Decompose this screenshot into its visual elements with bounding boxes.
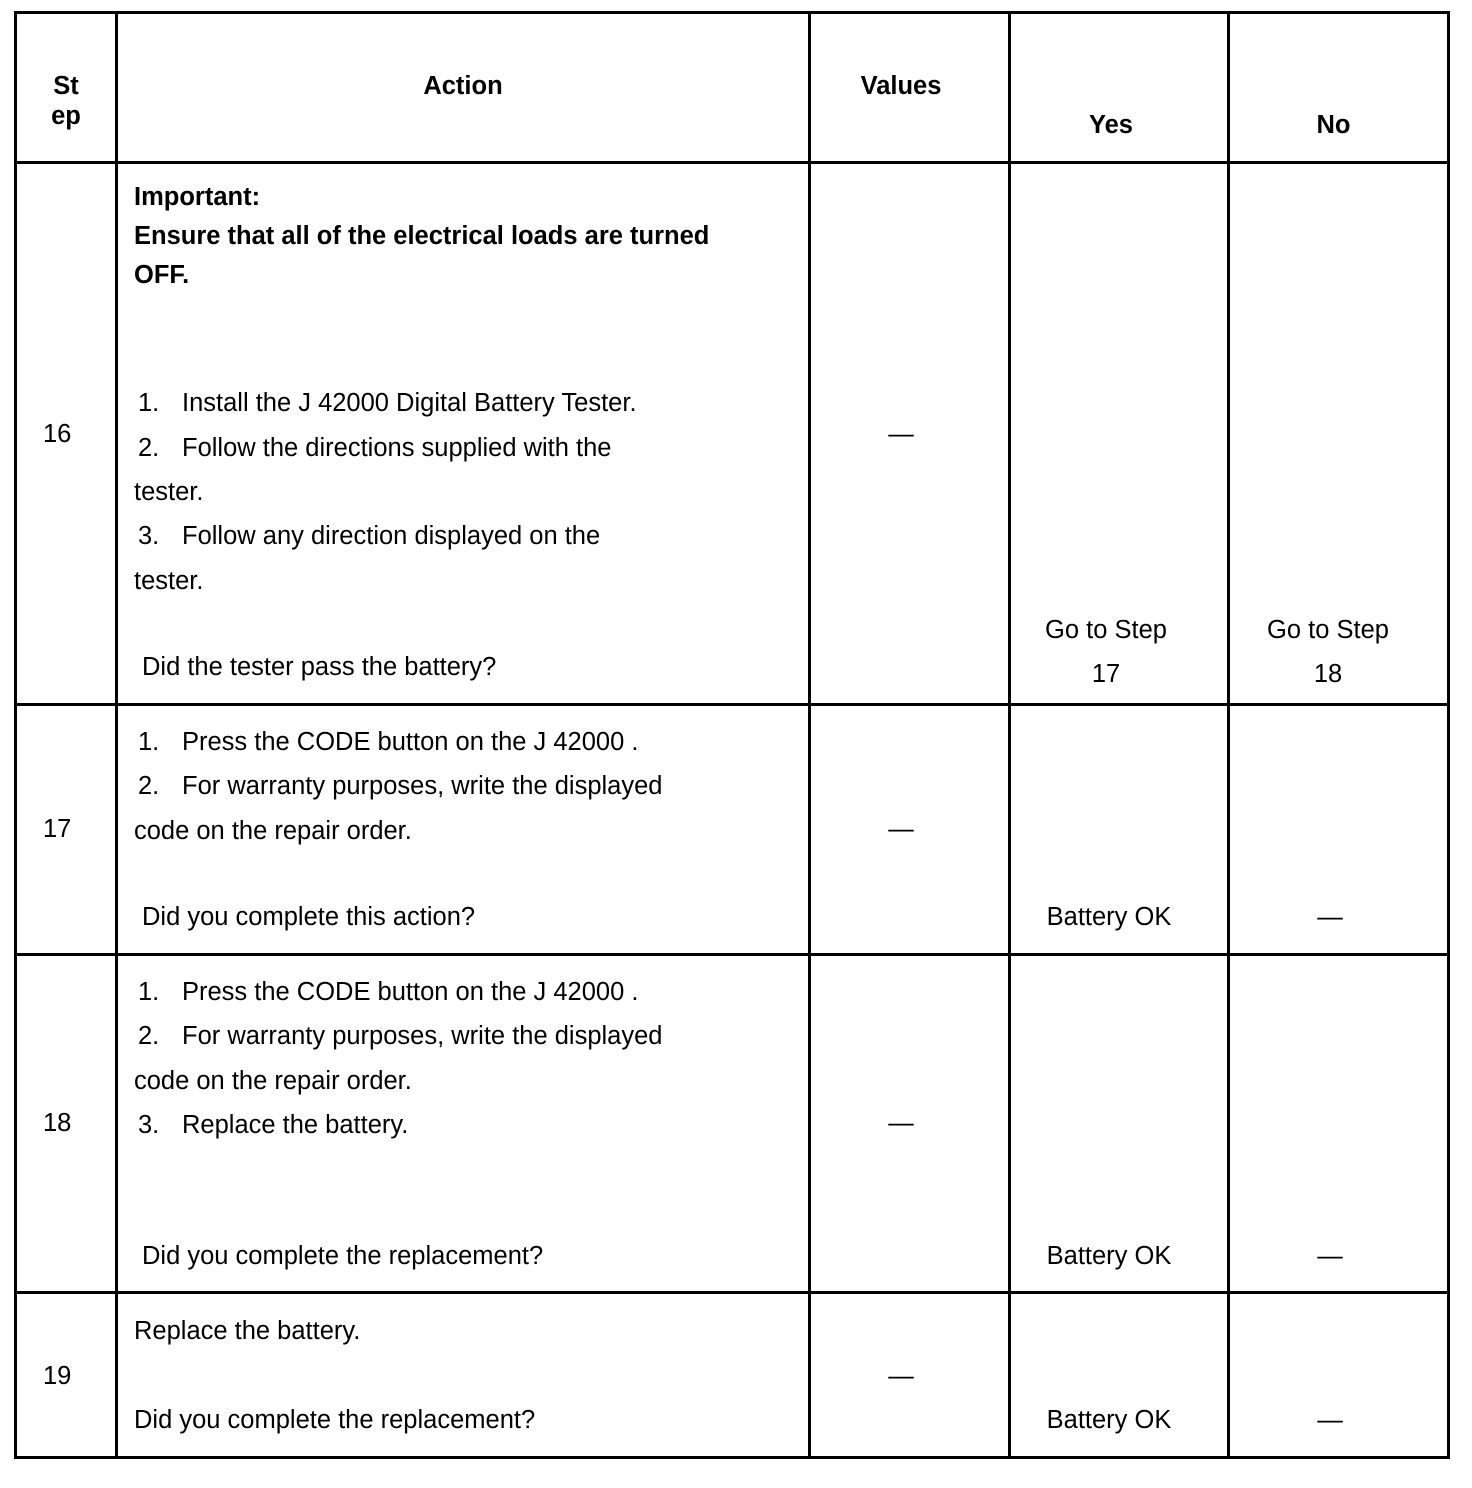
header-divider <box>14 161 1450 164</box>
question-text: Did you complete the replacement? <box>134 1406 536 1434</box>
no-result-line1: Go to Step <box>1267 616 1389 644</box>
header-action: Action <box>423 72 503 100</box>
list-item-text: Follow the directions supplied with the <box>182 434 612 462</box>
table-border-bottom <box>14 1456 1450 1459</box>
list-item-text: Press the CODE button on the J 42000 . <box>182 728 639 756</box>
table-border-top <box>14 11 1450 14</box>
values-dash: — <box>888 815 914 843</box>
values-dash: — <box>888 420 914 448</box>
list-item-number: 1. <box>138 728 160 756</box>
yes-result: Battery OK <box>1046 1242 1172 1270</box>
list-item-continuation: code on the repair order. <box>134 1067 412 1095</box>
yes-result: Battery OK <box>1046 903 1172 931</box>
list-item-number: 2. <box>138 772 160 800</box>
column-divider <box>808 11 811 1459</box>
row-divider <box>14 703 1450 706</box>
values-dash: — <box>888 1109 914 1137</box>
no-result: — <box>1317 1406 1343 1434</box>
list-item-text: For warranty purposes, write the displayed <box>182 772 663 800</box>
header-step-line1: St <box>53 72 79 100</box>
list-item-number: 1. <box>138 389 160 417</box>
yes-result-line2: 17 <box>1091 660 1121 688</box>
list-item-continuation: tester. <box>134 567 204 595</box>
step-number-17: 17 <box>43 815 72 843</box>
no-result: — <box>1317 1242 1343 1270</box>
values-dash: — <box>888 1362 914 1390</box>
list-item-text: Press the CODE button on the J 42000 . <box>182 978 639 1006</box>
list-item-text: Follow any direction displayed on the <box>182 522 601 550</box>
question-text: Did you complete this action? <box>142 903 476 931</box>
list-item-number: 2. <box>138 434 160 462</box>
question-text: Did the tester pass the battery? <box>142 653 497 681</box>
question-text: Did you complete the replacement? <box>142 1242 544 1270</box>
diagnostic-table <box>14 11 1450 1459</box>
list-item-continuation: code on the repair order. <box>134 817 412 845</box>
important-text: Ensure that all of the electrical loads are turned <box>134 222 710 250</box>
list-item-number: 3. <box>138 1111 160 1139</box>
action-text: Replace the battery. <box>134 1317 361 1345</box>
table-border-left <box>14 11 17 1459</box>
list-item-text: Install the J 42000 Digital Battery Tester. <box>182 389 637 417</box>
no-result: — <box>1317 903 1343 931</box>
list-item-text: For warranty purposes, write the displayed <box>182 1022 663 1050</box>
header-no: No <box>1316 111 1351 139</box>
no-result-line2: 18 <box>1313 660 1343 688</box>
no-result <box>1230 608 1426 696</box>
list-item-number: 2. <box>138 1022 160 1050</box>
header-values: Values <box>860 72 942 100</box>
list-item-text: Replace the battery. <box>182 1111 409 1139</box>
step-number-18: 18 <box>43 1109 72 1137</box>
header-step-line2: ep <box>51 102 81 130</box>
table-border-right <box>1447 11 1450 1459</box>
yes-result: Battery OK <box>1046 1406 1172 1434</box>
step-number-16: 16 <box>43 420 72 448</box>
header-step <box>17 71 115 131</box>
list-item-number: 3. <box>138 522 160 550</box>
yes-result-line1: Go to Step <box>1045 616 1167 644</box>
column-divider <box>115 11 118 1459</box>
header-yes: Yes <box>1089 111 1133 139</box>
list-item-number: 1. <box>138 978 160 1006</box>
step-number-19: 19 <box>43 1362 72 1390</box>
row-divider <box>14 1291 1450 1294</box>
list-item-continuation: tester. <box>134 478 204 506</box>
important-text: OFF. <box>134 261 190 289</box>
row-divider <box>14 953 1450 956</box>
yes-result <box>1011 608 1201 696</box>
important-label: Important: <box>134 183 261 211</box>
